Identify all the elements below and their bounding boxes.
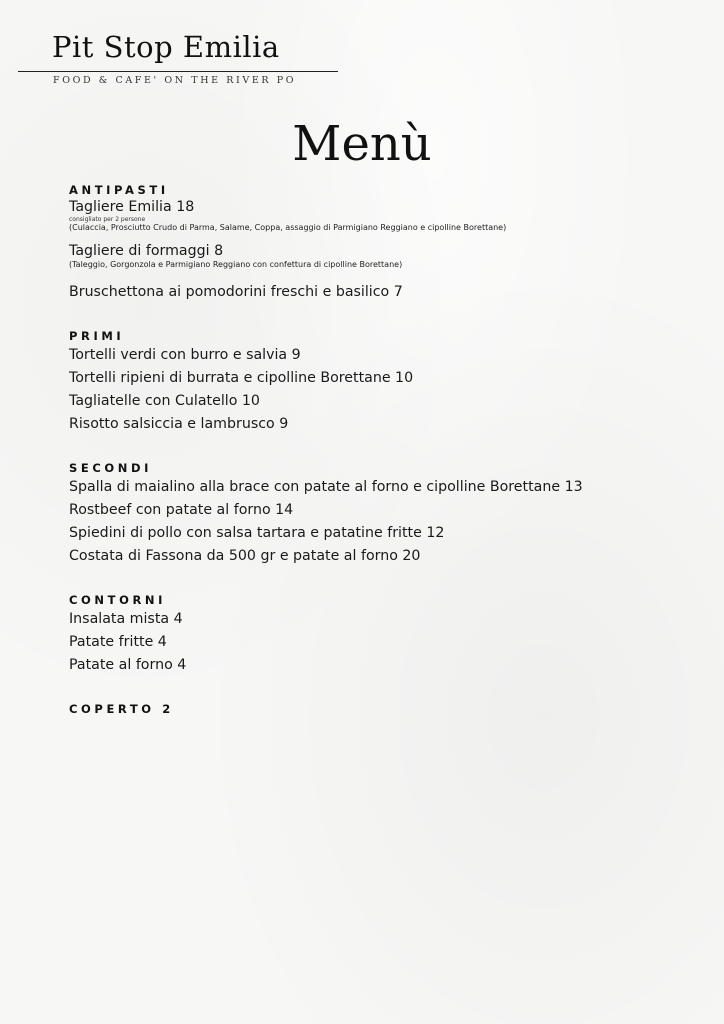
brand-divider: [18, 71, 338, 72]
brand-name: Pit Stop Emilia: [52, 30, 280, 64]
item-description: (Taleggio, Gorgonzola e Parmigiano Reggiano con confettura di cipolline Borettane): [69, 260, 403, 269]
section-primi: [69, 328, 709, 436]
section-title: CONTORNI: [69, 593, 167, 607]
spacer: [69, 436, 709, 460]
item-note: consigliato per 2 persone: [69, 216, 146, 223]
section-title: PRIMI: [69, 329, 125, 343]
menu-item: Tagliatelle con Culatello 10: [69, 393, 260, 409]
section-antipasti: [69, 182, 709, 304]
section-secondi: [69, 460, 709, 568]
menu-item: Spalla di maialino alla brace con patate al forno e cipolline Borettane 13: [69, 479, 583, 495]
spacer: [69, 568, 709, 592]
menu-item: Patate fritte 4: [69, 634, 167, 650]
menu-item: Rostbeef con patate al forno 14: [69, 502, 294, 518]
menu-item: Bruschettona ai pomodorini freschi e basilico 7: [69, 284, 403, 300]
menu-item: Tortelli verdi con burro e salvia 9: [69, 347, 301, 363]
menu-item: Patate al forno 4: [69, 657, 187, 673]
menu-item: Tagliere di formaggi 8: [69, 243, 224, 259]
spacer: [69, 269, 709, 281]
menu-item: Risotto salsiccia e lambrusco 9: [69, 416, 289, 432]
spacer: [69, 304, 709, 328]
item-description: (Culaccia, Prosciutto Crudo di Parma, Salame, Coppa, assaggio di Parmigiano Reggiano e cipolline Borettane): [69, 223, 507, 232]
menu-item: Costata di Fassona da 500 gr e patate al forno 20: [69, 548, 421, 564]
spacer: [69, 677, 709, 701]
section-title: SECONDI: [69, 461, 153, 475]
menu-title: [0, 116, 724, 172]
section-title: ANTIPASTI: [69, 183, 169, 197]
menu-item: Tagliere Emilia 18: [69, 199, 195, 215]
spacer: [69, 232, 709, 242]
section-coperto: [69, 701, 709, 717]
menu-content: [69, 182, 709, 717]
section-contorni: [69, 592, 709, 677]
menu-title-text: Menù: [292, 116, 432, 172]
menu-item: Tortelli ripieni di burrata e cipolline Borettane 10: [69, 370, 414, 386]
brand-tagline: FOOD & CAFE' ON THE RIVER PO: [53, 75, 297, 86]
menu-item: Spiedini di pollo con salsa tartara e patatine fritte 12: [69, 525, 445, 541]
coperto-label: COPERTO 2: [69, 702, 174, 716]
menu-item: Insalata mista 4: [69, 611, 183, 627]
